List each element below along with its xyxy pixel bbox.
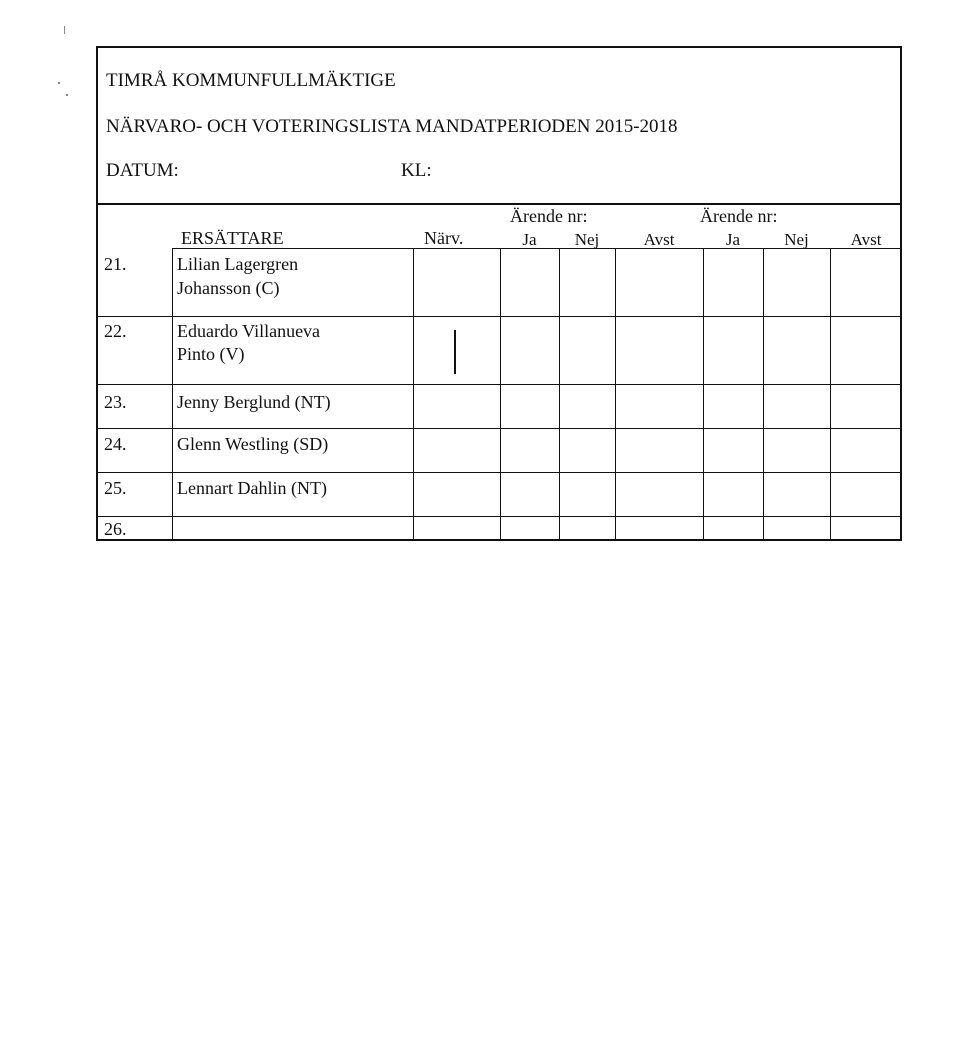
row-number: 25.	[104, 478, 127, 498]
row-number: 23.	[104, 392, 127, 412]
row-line	[96, 516, 902, 517]
column-divider	[763, 248, 764, 540]
column-divider	[413, 248, 414, 540]
row-number: 24.	[104, 434, 127, 454]
member-name-line1: Glenn Westling (SD)	[177, 434, 329, 454]
vote-column-avst-2: Avst	[850, 230, 882, 249]
member-name-line1: Lilian Lagergren	[177, 254, 299, 274]
scan-speck	[58, 82, 60, 84]
table-bottom-line	[96, 539, 902, 541]
column-divider	[703, 248, 704, 540]
column-divider	[172, 248, 173, 540]
member-name-line1: Eduardo Villanueva	[177, 321, 321, 341]
member-name-line1: Jenny Berglund (NT)	[177, 392, 331, 412]
arende-label-2: Ärende nr:	[700, 206, 778, 226]
table-right-border	[900, 46, 902, 541]
column-divider	[500, 248, 501, 540]
presence-column-header: Närv.	[424, 228, 464, 248]
arende-label-1: Ärende nr:	[510, 206, 588, 226]
row-line	[96, 384, 902, 385]
table-top-line	[96, 203, 902, 205]
row-number: 26.	[104, 519, 127, 539]
column-divider	[559, 248, 560, 540]
kl-label: KL:	[401, 160, 432, 181]
member-name-line2: Johansson (C)	[177, 278, 280, 298]
vote-column-ja-2: Ja	[725, 230, 741, 249]
column-divider	[830, 248, 831, 540]
table-left-border	[96, 46, 98, 541]
member-name-line1: Lennart Dahlin (NT)	[177, 478, 327, 498]
vote-column-nej-1: Nej	[574, 230, 600, 249]
row-number: 22.	[104, 321, 127, 341]
member-name-line2: Pinto (V)	[177, 344, 245, 364]
row-line	[96, 428, 902, 429]
vote-column-nej-2: Nej	[784, 230, 809, 249]
scan-speck	[66, 94, 68, 96]
row-number: 21.	[104, 254, 127, 274]
date-label: DATUM:	[106, 160, 179, 181]
scan-speck	[64, 26, 65, 34]
organization-title: TIMRÅ KOMMUNFULLMÄKTIGE	[106, 70, 396, 91]
document-title: NÄRVARO- OCH VOTERINGSLISTA MANDATPERIODEN 2015-2018	[106, 116, 678, 137]
row-line	[96, 472, 902, 473]
column-divider	[615, 248, 616, 540]
handwritten-mark	[454, 330, 456, 374]
vote-column-avst-1: Avst	[643, 230, 675, 249]
vote-column-ja-1: Ja	[522, 230, 537, 249]
group-label: ERSÄTTARE	[181, 228, 284, 248]
row-line	[96, 316, 902, 317]
